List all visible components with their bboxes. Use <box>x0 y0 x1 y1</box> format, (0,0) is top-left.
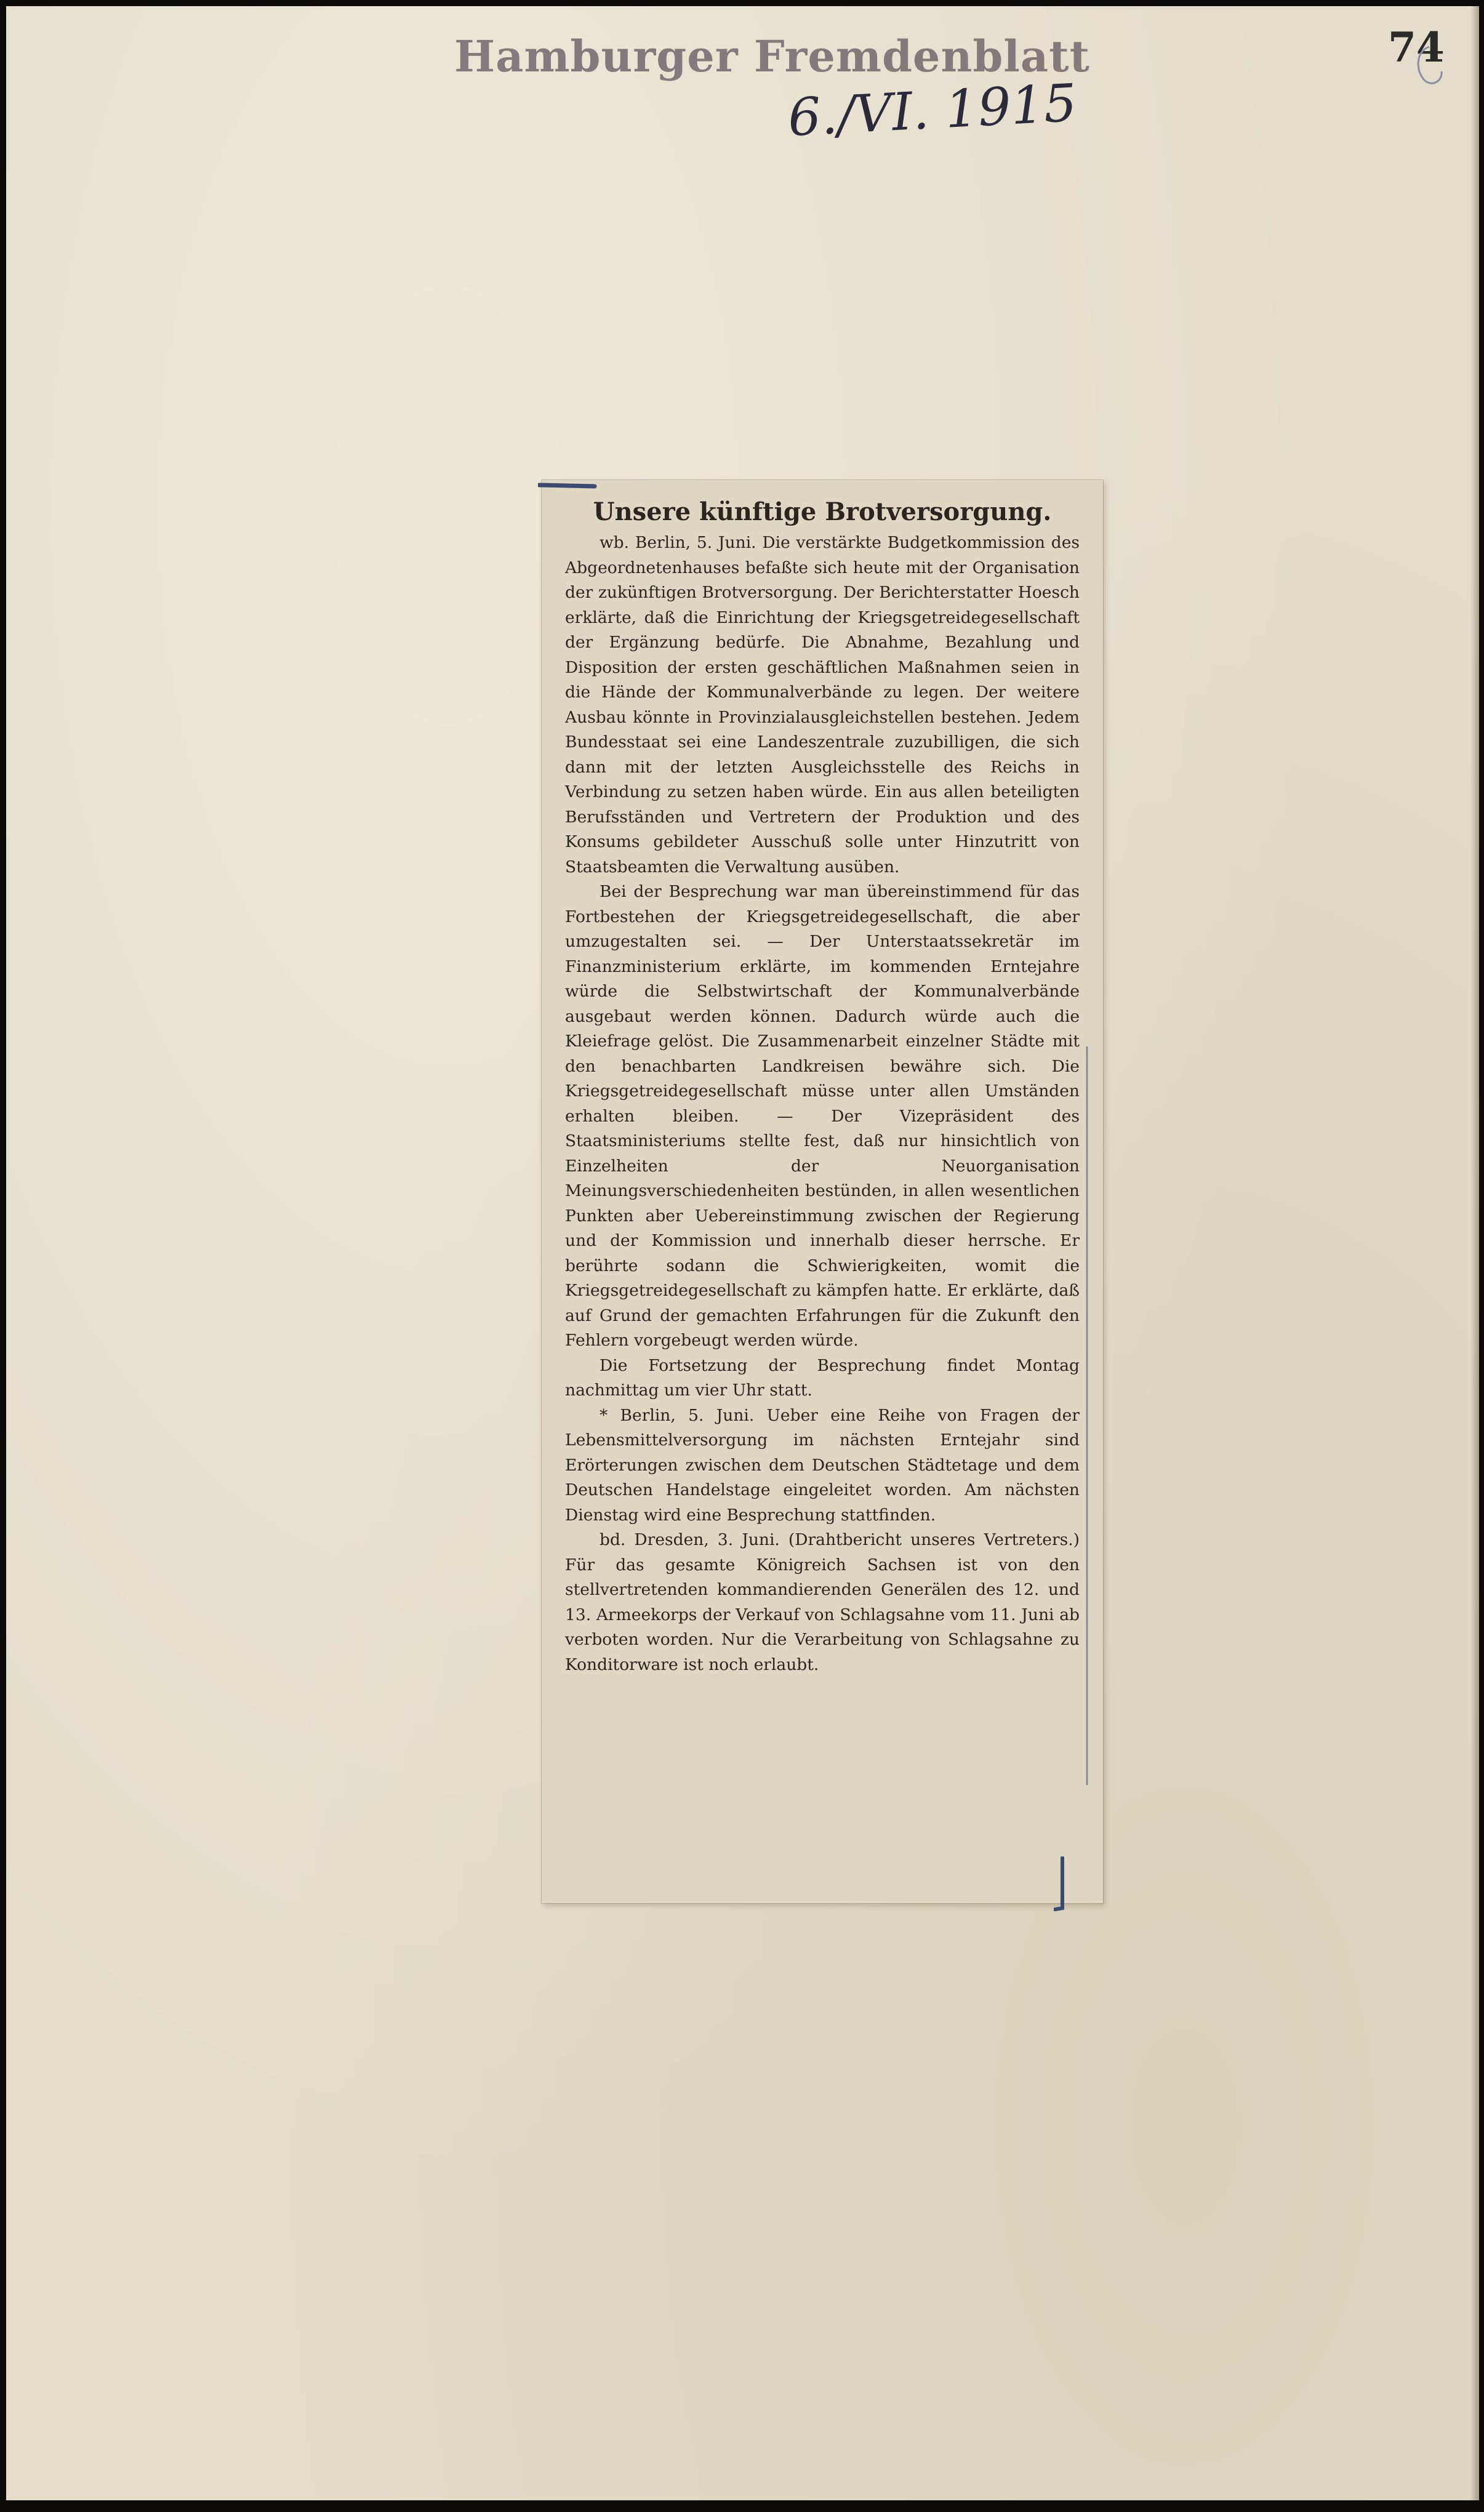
article-paragraph: bd. Dresden, 3. Juni. (Drahtbericht unseres Vertreters.) Für das gesamte Königreich Sachsen ist von den stellvertretenden kommandierenden Generälen des 12. und 13. Armeekorps der Verkauf von Schlagsahne vom 11. Juni ab verboten worden. Nur die Verarbeitung von Schlagsahne zu Konditorware ist noch erlaubt. <box>565 1530 1080 1674</box>
archive-mount-sheet <box>6 6 1479 2500</box>
page-number: 74 <box>1388 23 1445 71</box>
article-paragraph: wb. Berlin, 5. Juni. Die verstärkte Budgetkommission des Abgeordnetenhauses befaßte sich heute mit der Organisation der zukünftigen Brotversorgung. Der Berichterstatter Hoesch erklärte, daß die Einrichtung der Kriegsgetreidegesellschaft der Ergänzung bedürfe. Die Abnahme, Bezahlung und Disposition der ersten geschäftlichen Maßnahmen seien in die Hände der Kommunalverbände zu legen. Der weitere Ausbau könnte in Provinzialausgleichstellen bestehen. Jedem Bundesstaat sei eine Landeszentrale zuzubilligen, die sich dann mit der letzten Ausgleichsstelle des Reichs in Verbindung zu setzen haben würde. Ein aus allen beteiligten Berufsständen und Vertretern der Produktion und des Konsums gebildeter Ausschuß solle unter Hinzutritt von Staatsbeamten die Verwaltung ausüben. <box>565 533 1080 877</box>
sheet-edge-shadow <box>1470 6 1479 2500</box>
blue-pencil-mark-icon <box>538 480 597 490</box>
handwritten-date: 6./VI. 1915 <box>786 72 1078 148</box>
newspaper-name-stamp: Hamburger Fremdenblatt <box>454 31 1090 82</box>
article-headline: Unsere künftige Brotversorgung. <box>593 497 1052 526</box>
blue-pencil-corner-mark-icon <box>1054 1856 1069 1912</box>
article-paragraph: Die Fortsetzung der Besprechung findet Montag nachmittag um vier Uhr statt. <box>565 1355 1080 1400</box>
article-paragraph: Bei der Besprechung war man übereinstimmend für das Fortbestehen der Kriegsgetreidegesellschaft, die aber umzugestalten sei. — Der Unterstaatssekretär im Finanzministerium erklärte, im kommenden Erntejahre würde die Selbstwirtschaft der Kommunalverbände ausgebaut werden können. Dadurch würde auch die Kleiefrage gelöst. Die Zusammenarbeit einzelner Städte mit den benachbarten Landkreisen bewähre sich. Die Kriegsgetreidegesellschaft müsse unter allen Umständen erhalten bleiben. — Der Vizepräsident des Staatsministeriums stellte fest, daß nur hinsichtlich von Einzelheiten der Neuorganisation Meinungsverschiedenheiten bestünden, in allen wesentlichen Punkten aber Uebereinstimmung zwischen der Regierung und der Kommission und innerhalb dieser herrsche. Er berührte sodann die Schwierigkeiten, womit die Kriegsgetreidegesellschaft zu kämpfen hatte. Er erklärte, daß auf Grund der gemachten Erfahrungen für die Zukunft den Fehlern vorgebeugt werden würde. <box>565 882 1080 1350</box>
article-body <box>565 491 1080 1677</box>
article-paragraph: * Berlin, 5. Juni. Ueber eine Reihe von Fragen der Lebensmittelversorgung im nächsten Erntejahr sind Erörterungen zwischen dem Deutschen Städtetage und dem Deutschen Handelstage eingeleitet worden. Am nächsten Dienstag wird eine Besprechung stattfinden. <box>565 1405 1080 1525</box>
newspaper-clipping <box>542 480 1103 1903</box>
blue-pencil-margin-line-icon <box>1083 1046 1091 1785</box>
pencil-scribble-icon <box>1411 44 1446 87</box>
